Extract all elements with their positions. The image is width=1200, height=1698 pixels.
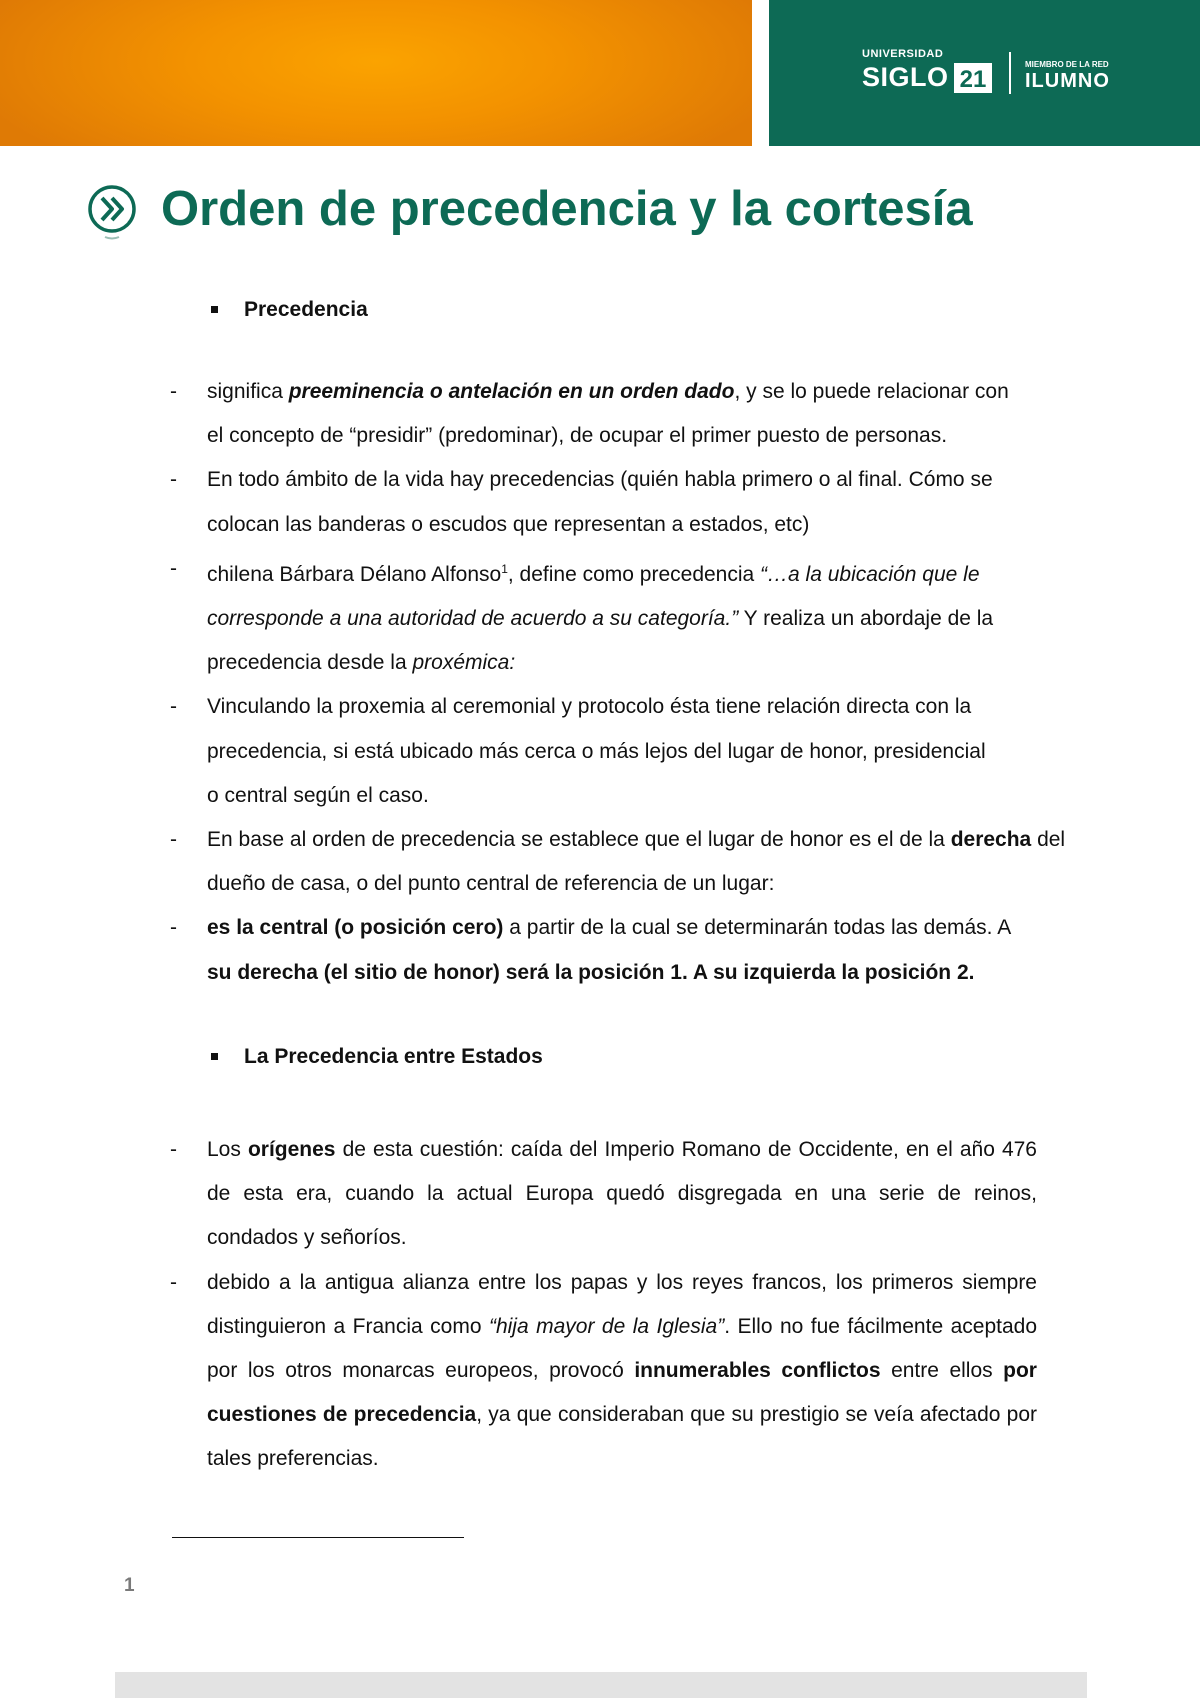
dash-bullet: - xyxy=(170,1138,177,1161)
logo-21-badge xyxy=(954,63,992,93)
list-item-strong: derecha xyxy=(950,828,1032,852)
square-bullet-icon xyxy=(211,1053,218,1060)
list-item xyxy=(170,1261,1130,1482)
list-item xyxy=(170,547,1130,686)
list-item-text: de esta cuestión: caída del Imperio Romano de Occidente, en el año 476 de esta era, cuando la actual Europa quedó disgregada en una serie de reinos, condados y señoríos. xyxy=(207,1138,1037,1250)
list-item-quote: “hija mayor de la Iglesia” xyxy=(488,1314,725,1338)
list-item xyxy=(170,818,1130,906)
list-item-text: o central según el caso. xyxy=(207,783,429,807)
double-chevron-right-icon xyxy=(84,183,140,243)
list-item-paragraph xyxy=(207,1128,1037,1261)
dash-bullet: - xyxy=(170,556,177,580)
list-item-strong: su derecha (el sitio de honor) será la posición 1. A su izquierda la posición 2. xyxy=(207,960,975,984)
dash-bullet: - xyxy=(170,380,177,403)
section-heading-precedencia xyxy=(244,298,368,322)
list-item-paragraph xyxy=(207,1261,1037,1482)
list-item xyxy=(170,1128,1130,1261)
list-item-text: a partir de la cual se determinarán todas las demás. A xyxy=(503,916,1012,940)
list-item-quote: corresponde a una autoridad de acuerdo a su categoría.” xyxy=(207,607,739,631)
list-item-text: En base al orden de precedencia se establece que el lugar de honor es el de la xyxy=(207,828,951,852)
dash-bullet: - xyxy=(170,828,177,852)
logo-divider xyxy=(1009,52,1011,94)
list-item-text: significa xyxy=(207,380,289,403)
list-item-text: , define como precedencia xyxy=(507,562,761,586)
list-item-text: dueño de casa, o del punto central de referencia de un lugar: xyxy=(207,872,775,896)
list-item-text: , y se lo puede relacionar con xyxy=(734,380,1009,403)
section-heading-estados xyxy=(244,1045,543,1069)
list-item-strong: por cuestiones de precedencia xyxy=(207,1359,1037,1427)
list-item-text: entre ellos xyxy=(880,1359,1004,1383)
estados-list xyxy=(170,1128,1130,1482)
footnote-ref: 1 xyxy=(501,561,508,576)
square-bullet-icon xyxy=(211,306,218,313)
section-heading-text: Precedencia xyxy=(244,298,368,321)
list-item-text: precedencia desde la xyxy=(207,651,413,675)
section-heading-text: La Precedencia entre Estados xyxy=(244,1045,543,1068)
dash-bullet: - xyxy=(170,695,177,719)
list-item-quote: “…a la ubicación que le xyxy=(760,562,980,586)
list-item-text: En todo ámbito de la vida hay precedencias (quién habla primero o al final. Cómo se xyxy=(207,468,993,492)
logo-ilumno-label: ILUMNO xyxy=(1025,70,1110,92)
list-item-text: el concepto de “presidir” (predominar), de ocupar el primer puesto de personas. xyxy=(207,424,948,448)
list-item-text: . Ello no fue fácilmente aceptado por los otros monarcas europeos, provocó xyxy=(207,1314,1037,1383)
list-item-text: del xyxy=(1031,828,1066,852)
list-item-text: colocan las banderas o escudos que representan a estados, etc) xyxy=(207,512,810,536)
list-item-text: Y realiza un abordaje de la xyxy=(738,607,994,631)
list-item xyxy=(170,685,1130,818)
logo-badge-text: 21 xyxy=(959,66,987,93)
footnote-separator xyxy=(172,1537,464,1538)
list-item xyxy=(170,370,1130,458)
logo-siglo-label: SIGLO xyxy=(862,62,949,92)
footer-bar xyxy=(115,1672,1087,1698)
page-title: Orden de precedencia y la cortesía xyxy=(161,182,973,236)
logo-member-label: MIEMBRO DE LA RED xyxy=(1025,60,1109,69)
precedencia-list xyxy=(170,370,1130,995)
list-item xyxy=(170,906,1130,994)
dash-bullet: - xyxy=(170,916,177,940)
logo-university-label: UNIVERSIDAD xyxy=(862,48,944,60)
page-number: 1 xyxy=(124,1575,135,1596)
list-item-strong: es la central (o posición cero) xyxy=(207,916,504,940)
list-item-text: chilena Bárbara Délano Alfonso xyxy=(207,562,502,586)
list-item-emphasis: proxémica: xyxy=(412,651,516,675)
list-item-emphasis: preeminencia o antelación en un orden dado xyxy=(288,380,735,403)
list-item-text: precedencia, si está ubicado más cerca o más lejos del lugar de honor, presidencial xyxy=(207,739,986,763)
list-item-text: Vinculando la proxemia al ceremonial y protocolo ésta tiene relación directa con la xyxy=(207,695,972,719)
dash-bullet: - xyxy=(170,1270,177,1294)
dash-bullet: - xyxy=(170,468,177,492)
list-item-strong: innumerables conflictos xyxy=(634,1359,881,1383)
list-item-text: , ya que consideraban que su prestigio se veía afectado por tales preferencias. xyxy=(207,1403,1037,1471)
list-item-text: Los xyxy=(207,1138,248,1161)
header-orange-banner xyxy=(0,0,752,146)
list-item-text: debido a la antigua alianza entre los papas y los reyes francos, los primeros siempre distinguieron a Francia como xyxy=(207,1270,1037,1338)
list-item-strong: orígenes xyxy=(247,1138,336,1161)
list-item xyxy=(170,458,1130,546)
